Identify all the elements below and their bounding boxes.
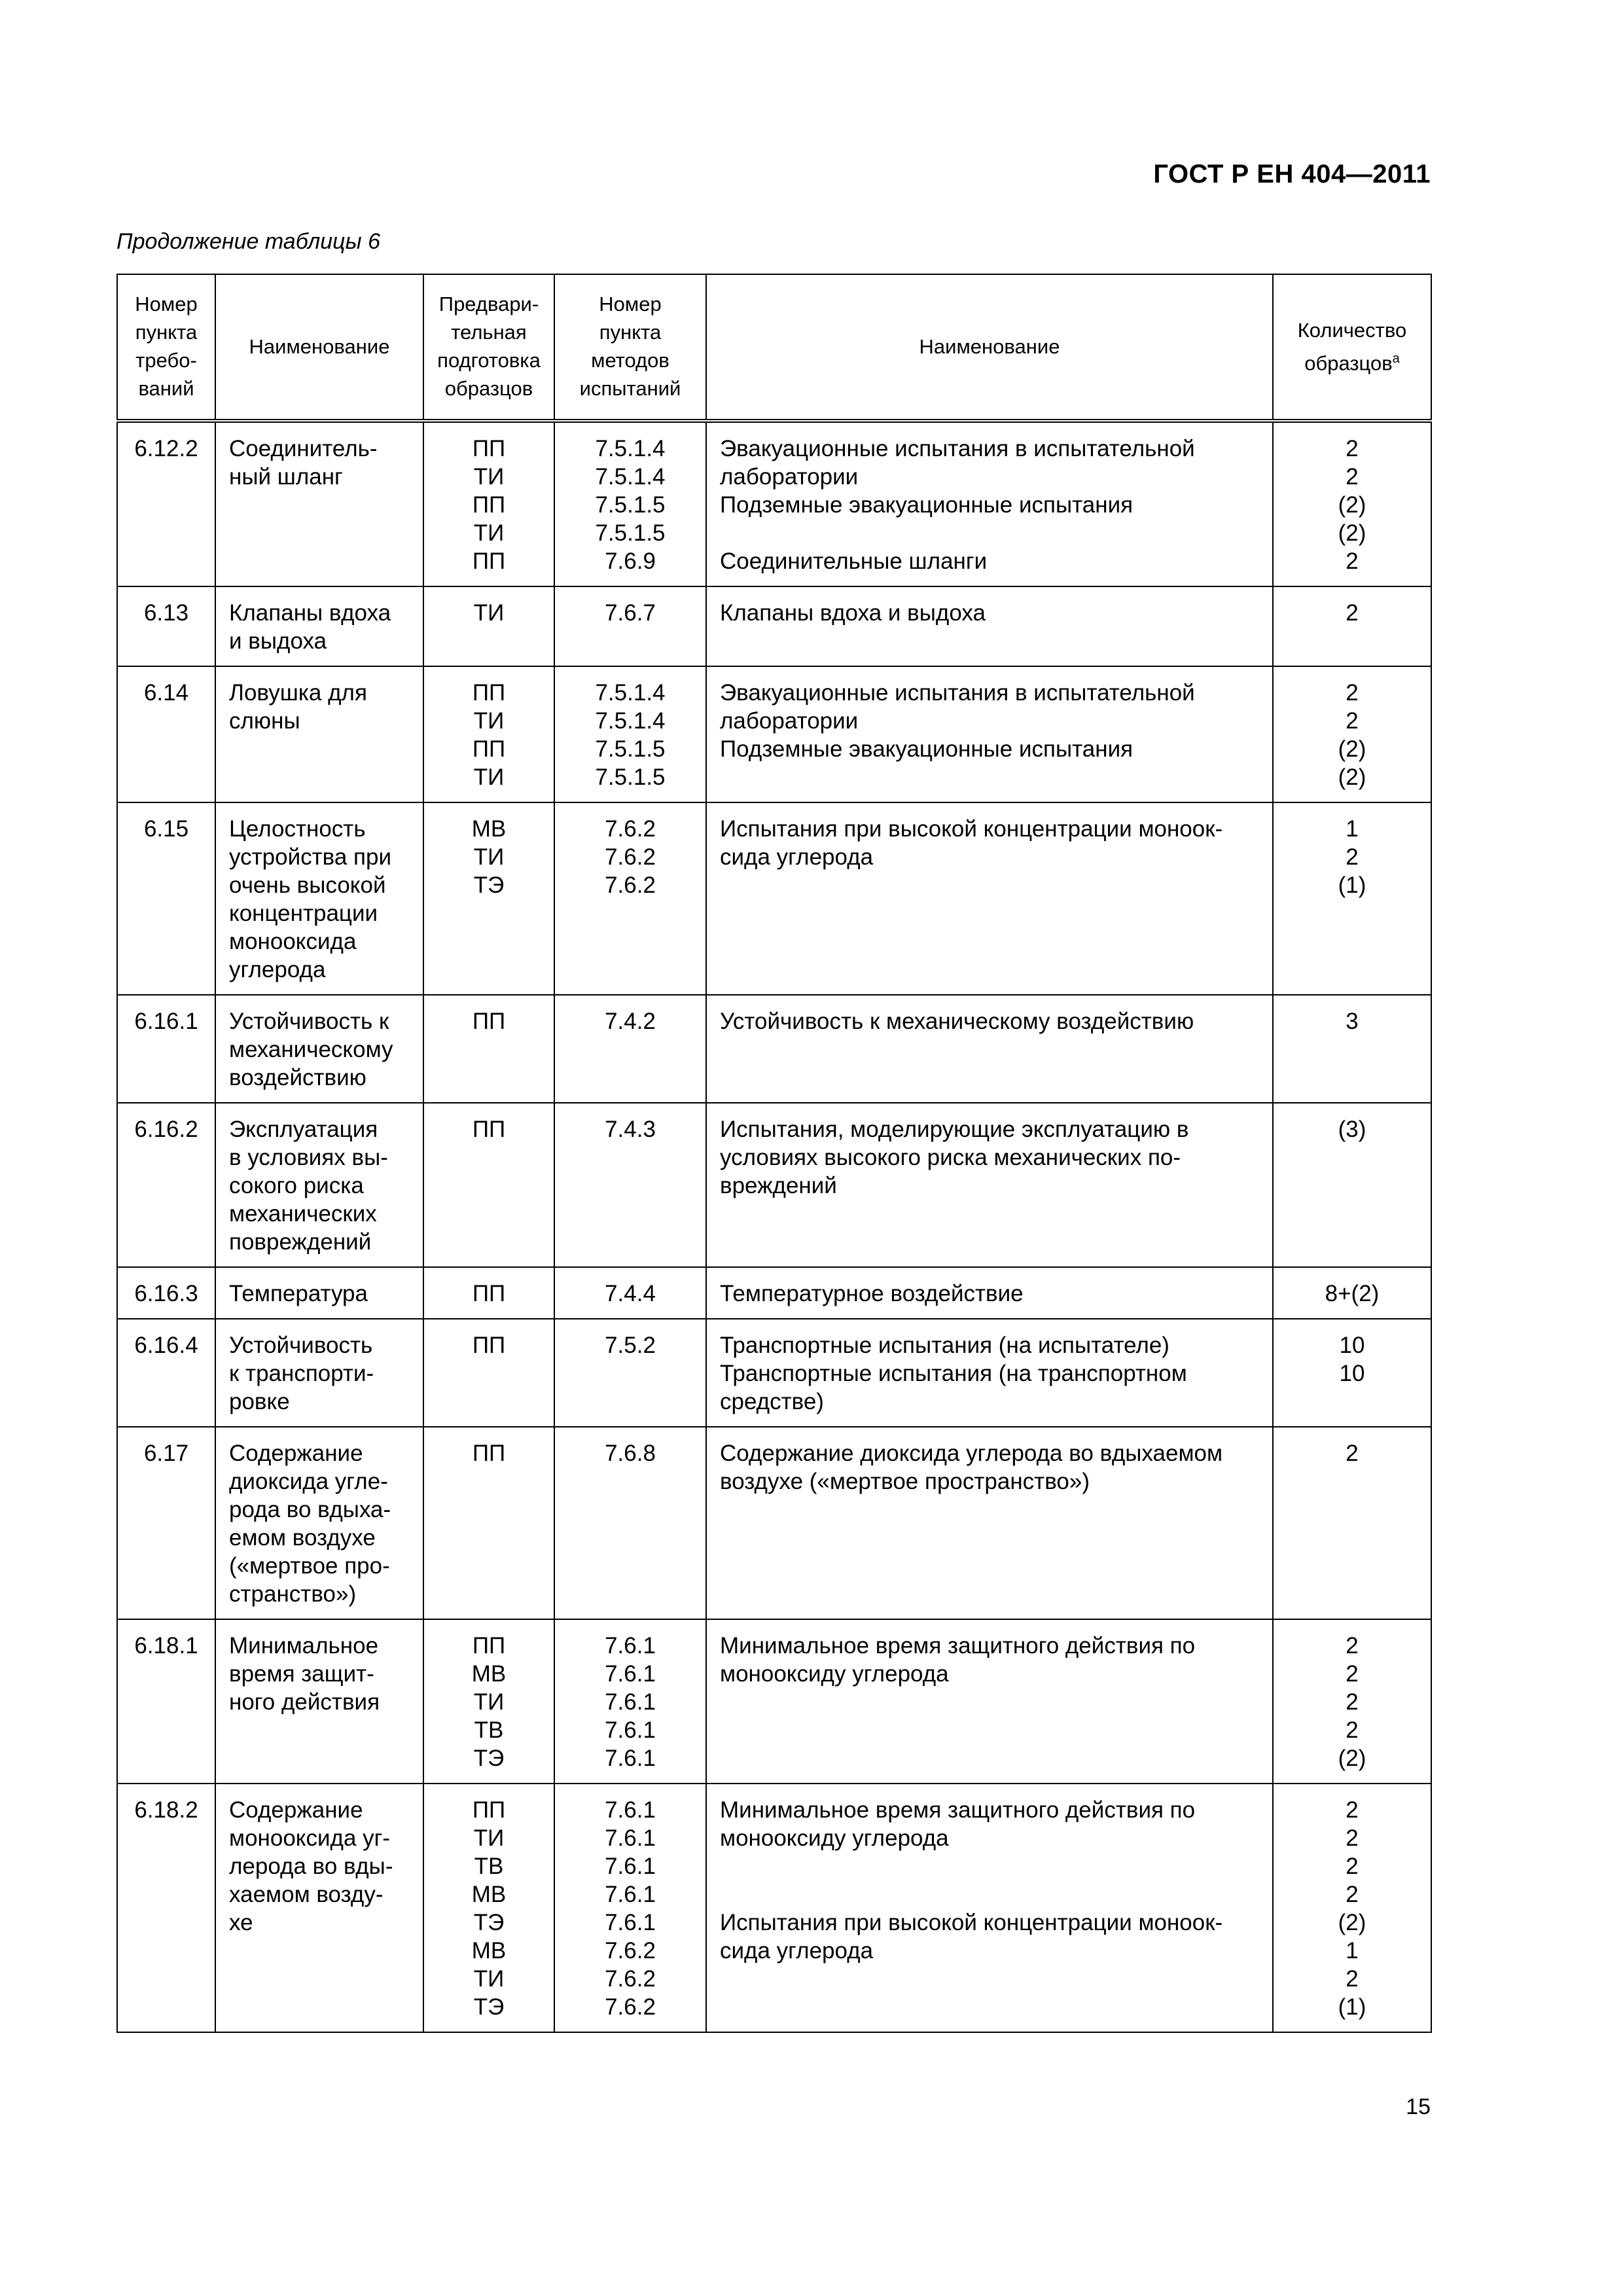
test-name-cell: Устойчивость к механическому воздействию <box>706 995 1273 1103</box>
table-row <box>117 1319 1431 1427</box>
test-name-cell: Минимальное время защитного действия по монооксиду углерода <box>706 1619 1273 1784</box>
test-name-cell: Эвакуационные испытания в испытательной лаборатории Подземные эвакуационные испытания Соединительные шланги <box>706 421 1273 586</box>
prep-cell: ПП ТИ ПП ТИ ПП <box>423 421 554 586</box>
req-no-cell: 6.13 <box>117 586 215 666</box>
requirement-name-cell: Ловушка для слюны <box>215 666 423 802</box>
qty-cell: 2 2 (2) (2) <box>1273 666 1431 802</box>
test-name-cell: Минимальное время защитного действия по монооксиду углерода Испытания при высокой концентрации моноок- сида углерода <box>706 1784 1273 2032</box>
qty-cell: 2 2 2 2 (2) <box>1273 1619 1431 1784</box>
table-caption: Продолжение таблицы 6 <box>116 229 380 254</box>
req-no-cell: 6.17 <box>117 1427 215 1619</box>
qty-cell: 2 2 2 2 (2) 1 2 (1) <box>1273 1784 1431 2032</box>
requirement-name-cell: Температура <box>215 1267 423 1319</box>
requirement-name-cell: Целостность устройства при очень высокой концентрации монооксида углерода <box>215 802 423 995</box>
qty-cell: 2 2 (2) (2) 2 <box>1273 421 1431 586</box>
method-no-cell: 7.6.2 7.6.2 7.6.2 <box>554 802 706 995</box>
req-no-cell: 6.16.4 <box>117 1319 215 1427</box>
requirement-name-cell: Содержание монооксида уг- лерода во вды- хаемом возду- хе <box>215 1784 423 2032</box>
requirement-name-cell: Эксплуатация в условиях вы- сокого риска механических повреждений <box>215 1103 423 1267</box>
req-no-cell: 6.16.2 <box>117 1103 215 1267</box>
req-no-cell: 6.18.2 <box>117 1784 215 2032</box>
table-row <box>117 802 1431 995</box>
col-header-prep: Предвари- тельная подготовка образцов <box>423 274 554 421</box>
prep-cell: ПП ТИ ПП ТИ <box>423 666 554 802</box>
footnote-marker: а <box>1392 351 1400 366</box>
req-no-cell: 6.18.1 <box>117 1619 215 1784</box>
qty-cell: 3 <box>1273 995 1431 1103</box>
prep-cell: ПП ТИ ТВ МВ ТЭ МВ ТИ ТЭ <box>423 1784 554 2032</box>
col-header-test-name: Наименование <box>706 274 1273 421</box>
test-name-cell: Транспортные испытания (на испытателе) Транспортные испытания (на транспортном средстве) <box>706 1319 1273 1427</box>
requirement-name-cell: Устойчивость к транспорти- ровке <box>215 1319 423 1427</box>
req-no-cell: 6.16.1 <box>117 995 215 1103</box>
requirements-table <box>116 274 1432 2033</box>
method-no-cell: 7.6.1 7.6.1 7.6.1 7.6.1 7.6.1 <box>554 1619 706 1784</box>
prep-cell: ПП <box>423 1267 554 1319</box>
col-header-name: Наименование <box>215 274 423 421</box>
col-header-qty: Количество образцов$^а$ <box>1273 274 1431 421</box>
qty-cell: (3) <box>1273 1103 1431 1267</box>
requirement-name-cell: Клапаны вдоха и выдоха <box>215 586 423 666</box>
test-name-cell: Эвакуационные испытания в испытательной лаборатории Подземные эвакуационные испытания <box>706 666 1273 802</box>
col-header-method-no: Номер пункта методов испытаний <box>554 274 706 421</box>
requirement-name-cell: Содержание диоксида угле- рода во вдыха- емом воздухе («мертвое про- странство») <box>215 1427 423 1619</box>
prep-cell: ПП <box>423 1427 554 1619</box>
method-no-cell: 7.5.1.4 7.5.1.4 7.5.1.5 7.5.1.5 <box>554 666 706 802</box>
prep-cell: МВ ТИ ТЭ <box>423 802 554 995</box>
req-no-cell: 6.14 <box>117 666 215 802</box>
test-name-cell: Клапаны вдоха и выдоха <box>706 586 1273 666</box>
method-no-cell: 7.6.7 <box>554 586 706 666</box>
method-no-cell: 7.5.2 <box>554 1319 706 1427</box>
table-row <box>117 1619 1431 1784</box>
table-row <box>117 586 1431 666</box>
table-row <box>117 1103 1431 1267</box>
table-row <box>117 666 1431 802</box>
qty-cell: 2 <box>1273 1427 1431 1619</box>
table-row <box>117 421 1431 586</box>
method-no-cell: 7.4.3 <box>554 1103 706 1267</box>
requirement-name-cell: Минимальное время защит- ного действия <box>215 1619 423 1784</box>
prep-cell: ПП МВ ТИ ТВ ТЭ <box>423 1619 554 1784</box>
prep-cell: ПП <box>423 995 554 1103</box>
requirement-name-cell: Соединитель- ный шланг <box>215 421 423 586</box>
method-no-cell: 7.4.4 <box>554 1267 706 1319</box>
table-row <box>117 1267 1431 1319</box>
qty-cell: 1 2 (1) <box>1273 802 1431 995</box>
table-header-row <box>117 274 1431 421</box>
table-row <box>117 1784 1431 2032</box>
test-name-cell: Испытания при высокой концентрации моноок- сида углерода <box>706 802 1273 995</box>
table-row <box>117 1427 1431 1619</box>
requirement-name-cell: Устойчивость к механическому воздействию <box>215 995 423 1103</box>
qty-cell: 8+(2) <box>1273 1267 1431 1319</box>
method-no-cell: 7.6.1 7.6.1 7.6.1 7.6.1 7.6.1 7.6.2 7.6.2 7.6.2 <box>554 1784 706 2032</box>
table-row <box>117 995 1431 1103</box>
document-code: ГОСТ Р ЕН 404—2011 <box>1153 160 1431 188</box>
method-no-cell: 7.4.2 <box>554 995 706 1103</box>
prep-cell: ТИ <box>423 586 554 666</box>
qty-cell: 10 10 <box>1273 1319 1431 1427</box>
req-no-cell: 6.15 <box>117 802 215 995</box>
method-no-cell: 7.5.1.4 7.5.1.4 7.5.1.5 7.5.1.5 7.6.9 <box>554 421 706 586</box>
col-header-req-no: Номер пункта требо- ваний <box>117 274 215 421</box>
prep-cell: ПП <box>423 1319 554 1427</box>
test-name-cell: Температурное воздействие <box>706 1267 1273 1319</box>
method-no-cell: 7.6.8 <box>554 1427 706 1619</box>
qty-cell: 2 <box>1273 586 1431 666</box>
test-name-cell: Испытания, моделирующие эксплуатацию в условиях высокого риска механических по- вреждений <box>706 1103 1273 1267</box>
test-name-cell: Содержание диоксида углерода во вдыхаемом воздухе («мертвое пространство») <box>706 1427 1273 1619</box>
prep-cell: ПП <box>423 1103 554 1267</box>
req-no-cell: 6.12.2 <box>117 421 215 586</box>
req-no-cell: 6.16.3 <box>117 1267 215 1319</box>
page-number: 15 <box>1406 2094 1431 2119</box>
